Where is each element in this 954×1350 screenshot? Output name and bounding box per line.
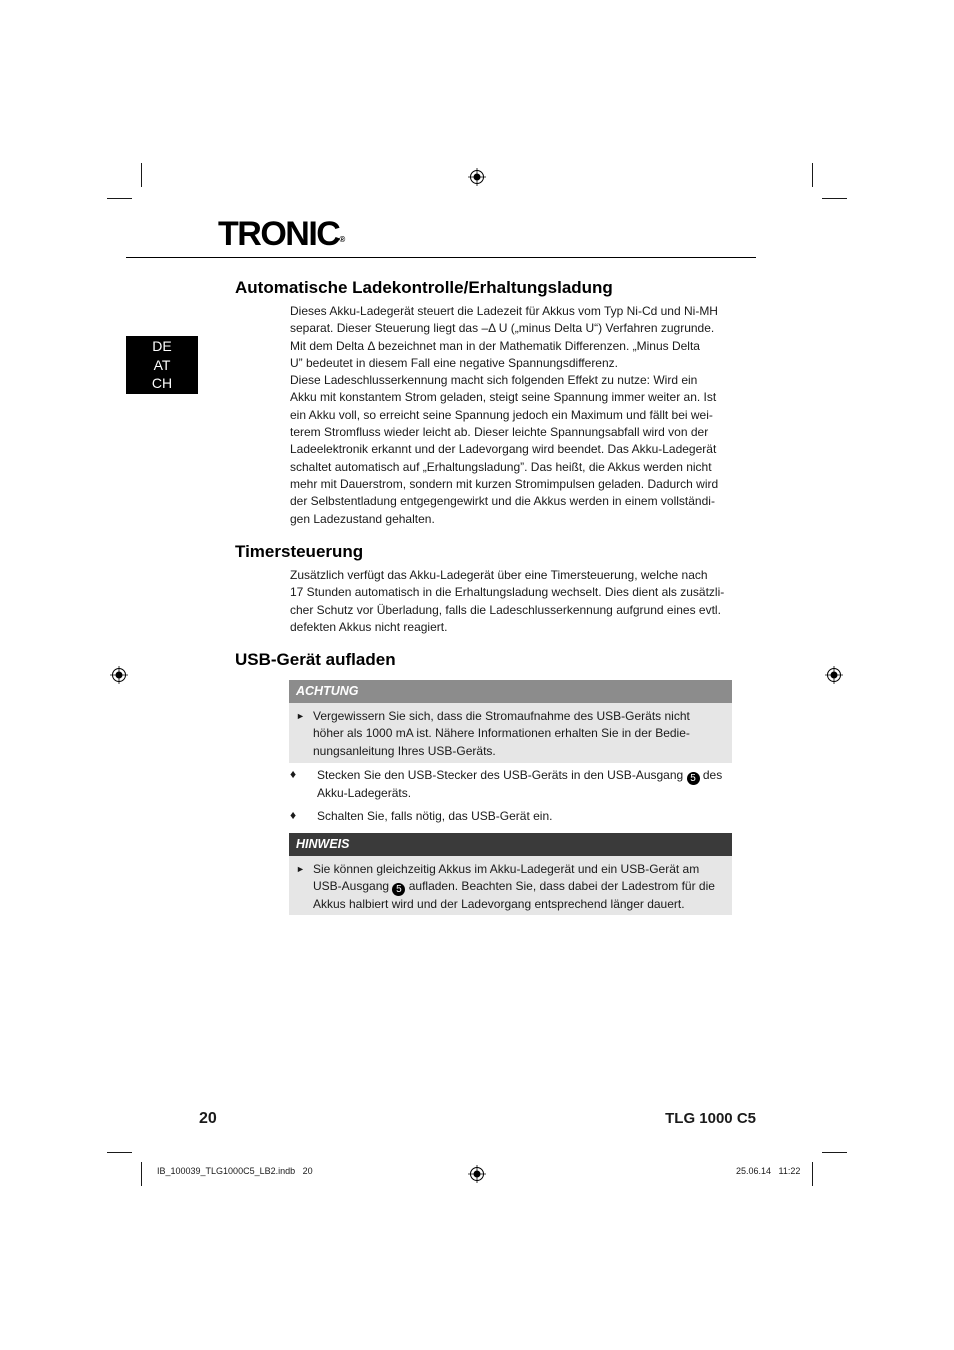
crop-mark xyxy=(141,1162,142,1186)
registration-mark-icon xyxy=(468,1165,486,1183)
section-paragraph: Zusätzlich verfügt das Akku-Ladegerät über eine Timersteuerung, welche nach 17 Stunden automatisch in die Erhaltungsladung wechselt. Dies dient als zusätzli- cher Schutz vor Überladung, falls die Ladeschlusserkennung aufgrund eines evtl. defekten Akkus nicht reagiert. xyxy=(290,568,725,634)
section-heading: USB-Gerät aufladen xyxy=(235,650,396,669)
language-code: AT xyxy=(153,356,171,373)
diamond-bullet-icon: ♦ xyxy=(290,767,297,781)
usb-output-ref-badge: 5 xyxy=(687,772,700,785)
usb-output-ref-badge: 5 xyxy=(392,883,405,896)
slug-date: 25.06.14 11:22 xyxy=(736,1166,801,1176)
language-code: CH xyxy=(151,375,173,391)
crop-mark xyxy=(812,1162,813,1186)
arrow-bullet-icon: ► xyxy=(296,711,305,721)
hinweis-body: ► Sie können gleichzeitig Akkus im Akku-Ladegerät und ein USB-Gerät am USB-Ausgang 5 aufladen. Beachten Sie, dass dabei der Ladestrom für die Akkus halbiert wird und der Ladevorgang entsprechend länger dauert. xyxy=(289,856,732,915)
registration-mark-icon xyxy=(468,168,486,186)
crop-mark xyxy=(107,1152,132,1153)
model-name: TLG 1000 C5 xyxy=(665,1110,756,1127)
page-number: 20 xyxy=(199,1110,217,1127)
crop-mark xyxy=(141,163,142,187)
achtung-header: ACHTUNG xyxy=(289,680,732,703)
achtung-body: ► Vergewissern Sie sich, dass die Stromaufnahme des USB-Geräts nicht höher als 1000 mA ist. Nähere Informationen erhalten Sie in der Bedie- nungsanleitung Ihres USB-Geräts. xyxy=(289,703,732,763)
diamond-bullet-icon: ♦ xyxy=(290,808,297,822)
crop-mark xyxy=(812,163,813,187)
brand-logo: TRONIC® xyxy=(218,215,346,253)
crop-mark xyxy=(822,198,847,199)
language-code: DE xyxy=(152,338,172,354)
language-tab xyxy=(126,336,198,394)
arrow-bullet-icon: ► xyxy=(296,864,305,874)
section-heading: Timersteuerung xyxy=(235,542,364,561)
step-item: Stecken Sie den USB-Stecker des USB-Geräts in den USB-Ausgang 5 des Akku-Ladegeräts. xyxy=(317,768,723,800)
hinweis-header: HINWEIS xyxy=(289,833,732,856)
section-heading: Automatische Ladekontrolle/Erhaltungsladung xyxy=(235,278,613,297)
crop-mark xyxy=(822,1152,847,1153)
crop-mark xyxy=(107,198,132,199)
registration-mark-icon xyxy=(110,666,128,684)
section-paragraph: Dieses Akku-Ladegerät steuert die Ladezeit für Akkus vom Typ Ni-Cd und Ni-MH separat. Dieser Steuerung liegt das –Δ U („minus Delta U“) Verfahren zugrunde. Mit dem Delta Δ bezeichnet man in der Mathematik Differenzen. „Minus Delta U” bedeutet in diesem Fall eine negative Spannungsdifferenz. Diese Ladeschlusserkennung macht sich folgenden Effekt zu nutze: Wird ein Akku mit konstantem Strom geladen, steigt seine Spannung immer weiter an. Ist ein Akku voll, so erreicht seine Spannung jedoch ein Maximum und fällt bei wei- terem Stromfluss wieder leicht ab. Dieser leichte Spannungsabfall wird von der Ladeelektronik erkannt und der Ladevorgang wird beendet. Das Akku-Ladegerät schaltet automatisch auf „Erhaltungsladung”. Das heißt, die Akkus werden nicht mehr mit Dauerstrom, sondern mit kurzen Stromimpulsen geladen. Dadurch wird der Selbstentladung entgegengewirkt und die Akkus werden in einem vollständi- gen Ladezustand gehalten. xyxy=(290,304,719,526)
slug-file: IB_100039_TLG1000C5_LB2.indb 20 xyxy=(157,1166,313,1176)
step-item: Schalten Sie, falls nötig, das USB-Gerät ein. xyxy=(317,809,553,823)
header-rule xyxy=(126,257,756,258)
registration-mark-icon xyxy=(825,666,843,684)
